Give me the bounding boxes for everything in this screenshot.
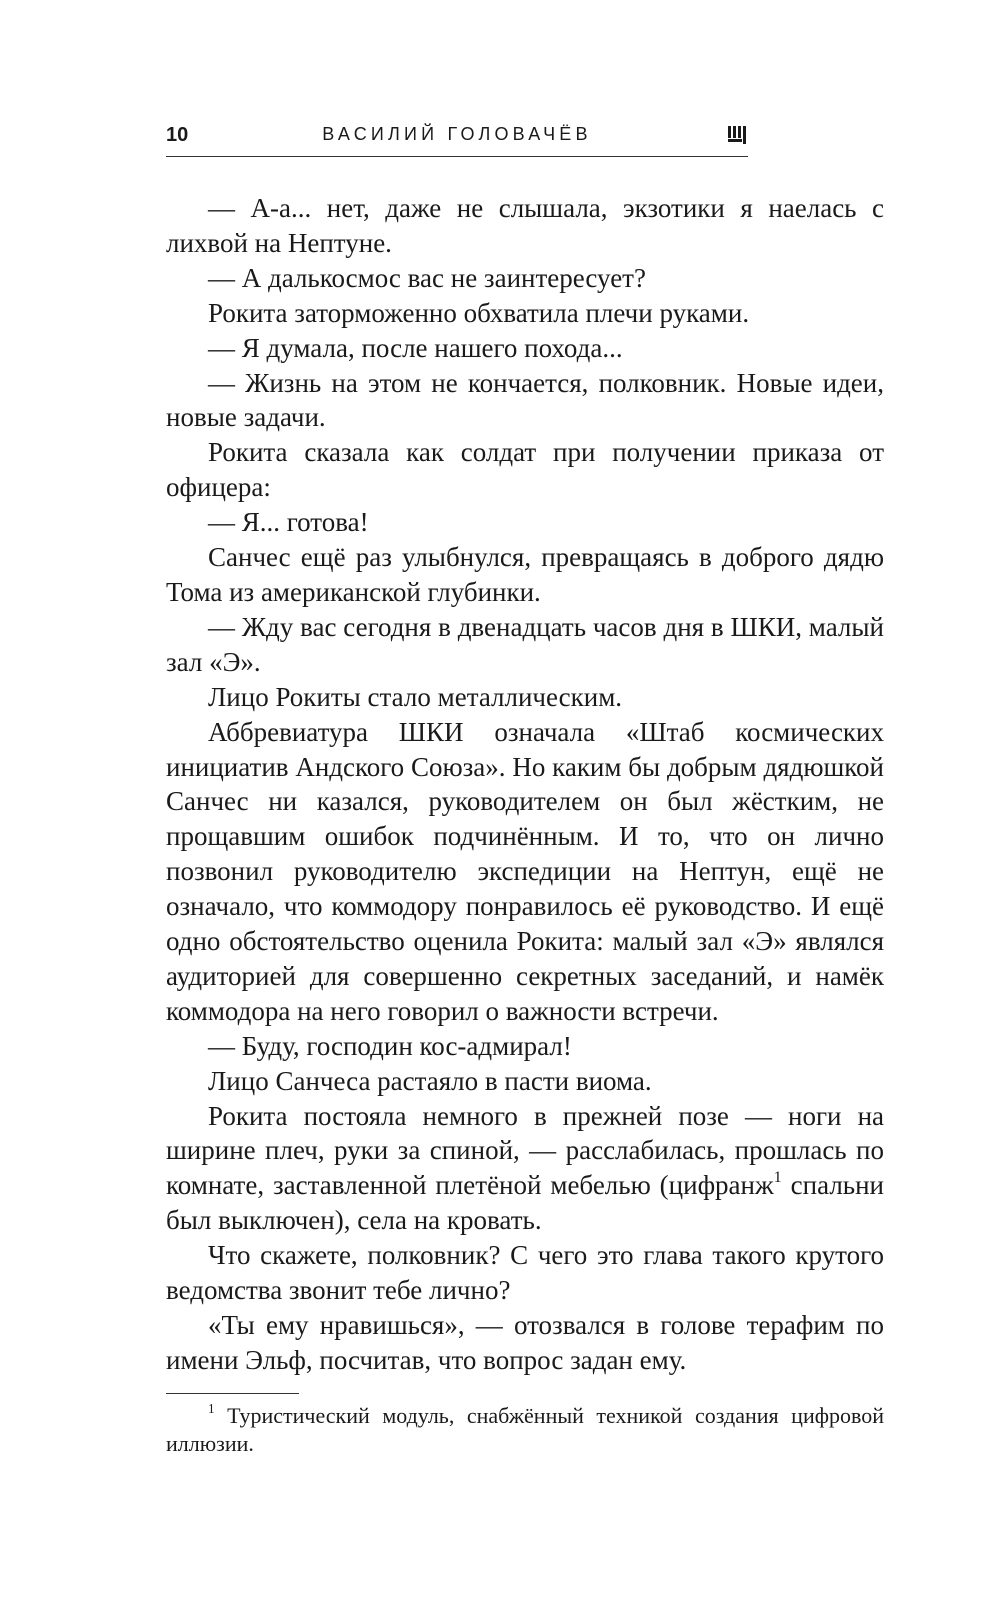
paragraph: Аббревиатура ШКИ означала «Штаб космических инициатив Андского Союза». Но каким бы добрым дядюшкой Санчес ни казался, руководителем он был жёстким, не прощавшим ошибок подчинённым. И то, что он лично позвонил руководителю экспедиции на Нептун, ещё не означало, что коммодору понравилось её руководство. И ещё одно обстоятельство оценила Рокита: малый зал «Э» являлся аудиторией для совершенно секретных заседаний, и намёк коммодора на него говорил о важности встречи. — [166, 716, 884, 1026]
footnote-text: Туристический модуль, снабжённый техникой создания цифровой иллюзии. — [166, 1403, 884, 1456]
paragraph: — Жизнь на этом не кончается, полковник. Новые идеи, новые задачи. — [166, 367, 884, 433]
paragraph: Лицо Рокиты стало металлическим. — [208, 681, 623, 712]
paragraph-text: Рокита постояла немного в прежней позе — ноги на ширине плеч, руки за спиной, — расслабилась, прошлась по комнате, заставленной плетёной мебелью (цифранж — [166, 1100, 884, 1201]
paragraph: — А далькосмос вас не заинтересует? — [208, 262, 646, 293]
footnote-number: 1 — [208, 1401, 215, 1417]
author-name: ВАСИЛИЙ ГОЛОВАЧЁВ — [322, 124, 592, 144]
paragraph: — А-а... нет, даже не слышала, экзотики я наелась с лихвой на Нептуне. — [166, 193, 884, 258]
paragraph: Рокита заторможенно обхватила плечи руками. — [208, 297, 750, 328]
footnote-marker: 1 — [773, 1168, 782, 1187]
paragraph: Санчес ещё раз улыбнулся, превращаясь в доброго дядю Тома из американской глубинки. — [166, 542, 884, 607]
paragraph: — Жду вас сегодня в двенадцать часов дня в ШКИ, малый зал «Э». — [166, 611, 884, 677]
footnote — [166, 1402, 884, 1458]
body-text — [166, 191, 884, 1378]
paragraph: Что скажете, полковник? С чего это глава такого крутого ведомства звонит тебе лично? — [166, 1240, 884, 1306]
paragraph: — Я думала, после нашего похода... — [208, 332, 623, 363]
running-head — [166, 120, 748, 157]
publisher-logo-icon — [728, 126, 748, 144]
paragraph-with-footnote — [166, 1099, 884, 1239]
paragraph: «Ты ему нравишься», — отозвался в голове терафим по имени Эльф, посчитав, что вопрос задан ему. — [166, 1310, 884, 1375]
page-number: 10 — [166, 124, 189, 146]
paragraph: Рокита сказала как солдат при получении приказа от офицера: — [166, 437, 884, 503]
footnote-divider — [166, 1393, 299, 1394]
paragraph-text: спальни был выключен), села на кровать. — [166, 1170, 885, 1236]
paragraph: — Я... готова! — [208, 507, 369, 538]
paragraph: — Буду, господин кос-адмирал! — [208, 1030, 572, 1061]
paragraph: Лицо Санчеса растаяло в пасти виома. — [208, 1065, 652, 1096]
